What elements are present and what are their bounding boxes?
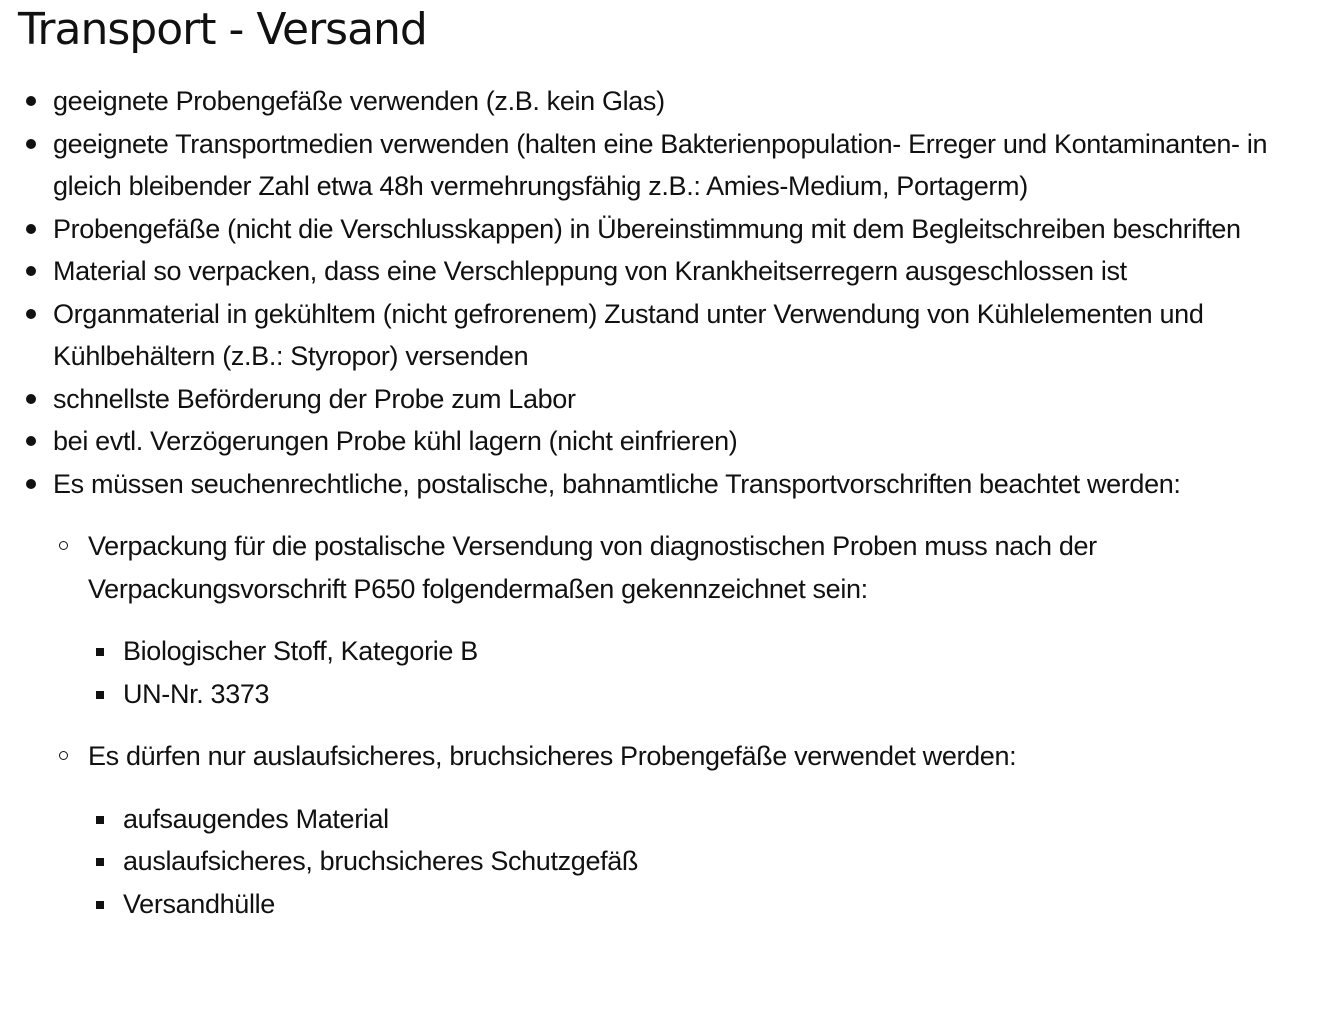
list-item <box>0 208 1313 251</box>
list-item-text: bei evtl. Verzögerungen Probe kühl lagern (nicht einfrieren) <box>53 426 738 456</box>
bullet-dot-icon <box>26 224 36 234</box>
bullet-circle-icon <box>59 751 68 760</box>
list-item-text: Es müssen seuchenrechtliche, postalische, bahnamtliche Transportvorschriften beachtet werden: <box>53 468 1181 499</box>
list-item-text: Probengefäße (nicht die Verschlusskappen) in Übereinstimmung mit dem Begleitschreiben beschriften <box>53 213 1241 244</box>
bullet-square-icon <box>96 901 104 909</box>
list-item-text: schnellste Beförderung der Probe zum Labor <box>53 383 576 414</box>
bullet-square-icon <box>96 816 104 824</box>
list-item <box>0 378 1313 421</box>
sub-sub-list-item <box>88 840 1298 883</box>
bullet-circle-icon <box>59 541 68 550</box>
bullet-dot-icon <box>26 436 36 446</box>
sub-sub-list-item-text: UN-Nr. 3373 <box>123 678 270 709</box>
sub-sub-list-item <box>88 798 1298 841</box>
sub-list-item <box>53 525 1298 715</box>
bullet-dot-icon <box>26 309 36 319</box>
page-title: Transport - Versand <box>18 4 427 55</box>
sub-sub-list-item-text: auslaufsicheres, bruchsicheres Schutzgefäß <box>123 846 639 876</box>
bullet-dot-icon <box>26 266 36 276</box>
bullet-dot-icon <box>26 479 36 489</box>
sub-sub-bullet-list <box>88 630 1298 715</box>
sub-sub-list-item <box>88 673 1298 716</box>
list-item-text: Material so verpacken, dass eine Verschleppung von Krankheitserregern ausgeschlossen ist <box>53 256 1127 286</box>
list-item-text: Organmaterial in gekühltem (nicht gefrorenem) Zustand unter Verwendung von Kühlelementen und Kühlbehältern (z.B.: Styropor) versenden <box>53 298 1204 371</box>
sub-sub-list-item <box>88 630 1298 673</box>
main-bullet-list <box>0 80 1334 945</box>
sub-sub-list-item <box>88 883 1298 926</box>
list-item <box>0 293 1313 378</box>
sub-list-item <box>53 735 1298 925</box>
sub-sub-list-item-text: Biologischer Stoff, Kategorie B <box>123 636 478 666</box>
list-item <box>0 250 1313 293</box>
list-item <box>0 80 1313 123</box>
sub-sub-list-item-text: aufsaugendes Material <box>123 803 389 834</box>
sub-sub-list-item-text: Versandhülle <box>123 888 275 919</box>
bullet-square-icon <box>96 691 104 699</box>
bullet-square-icon <box>96 858 104 866</box>
sub-list-item-text: Es dürfen nur auslaufsicheres, bruchsicheres Probengefäße verwendet werden: <box>88 741 1017 771</box>
bullet-dot-icon <box>26 139 36 149</box>
bullet-dot-icon <box>26 394 36 404</box>
list-item-text: geeignete Probengefäße verwenden (z.B. kein Glas) <box>53 86 665 116</box>
list-item-text: geeignete Transportmedien verwenden (halten eine Bakterienpopulation- Erreger und Kontaminanten- in gleich bleibender Zahl etwa 48h vermehrungsfähig z.B.: Amies-Medium, Portagerm) <box>53 128 1268 201</box>
list-item <box>0 463 1313 926</box>
list-item <box>0 123 1313 208</box>
list-item <box>0 420 1313 463</box>
sub-sub-bullet-list <box>88 798 1298 926</box>
bullet-dot-icon <box>26 96 36 106</box>
sub-bullet-list <box>53 525 1313 925</box>
bullet-square-icon <box>96 648 104 656</box>
sub-list-item-text: Verpackung für die postalische Versendung von diagnostischen Proben muss nach der Verpackungsvorschrift P650 folgendermaßen gekennzeichnet sein: <box>88 531 1097 604</box>
